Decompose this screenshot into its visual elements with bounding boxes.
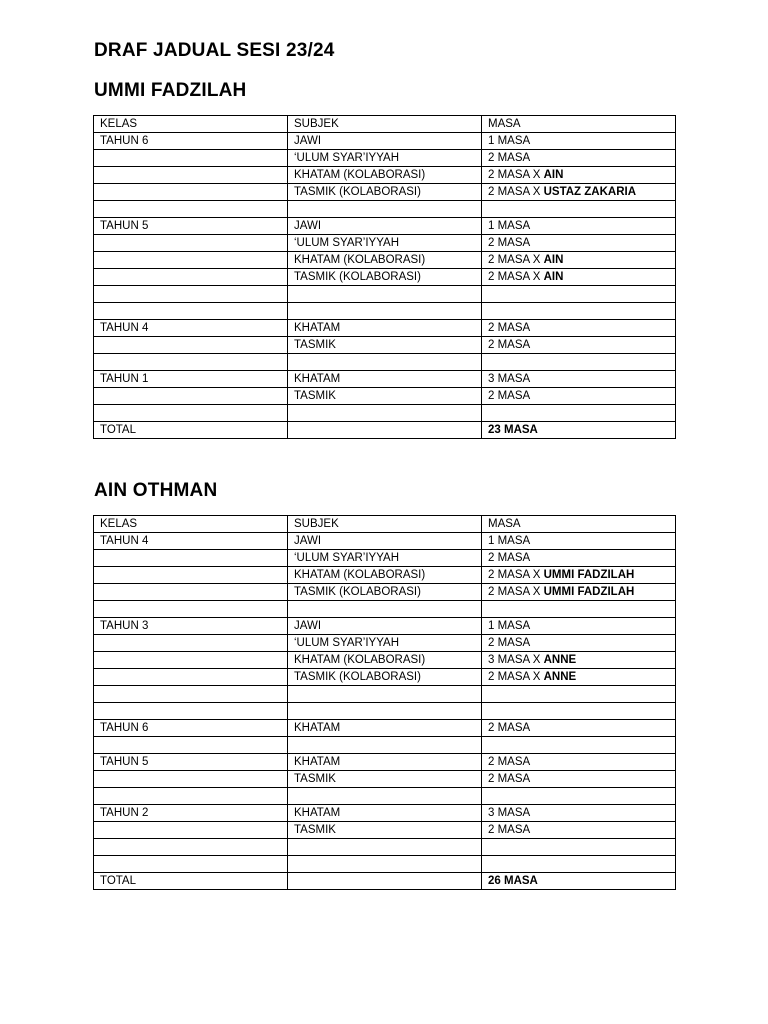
table-row bbox=[94, 303, 676, 320]
cell-subjek: TASMIK bbox=[288, 771, 482, 788]
cell-masa bbox=[482, 184, 676, 201]
cell-masa bbox=[482, 252, 676, 269]
cell-kelas: TAHUN 1 bbox=[94, 371, 288, 388]
table-row bbox=[94, 550, 676, 567]
table-row bbox=[94, 269, 676, 286]
table-row bbox=[94, 218, 676, 235]
cell-subjek: KHATAM bbox=[288, 320, 482, 337]
cell-subjek: TASMIK bbox=[288, 822, 482, 839]
header-subjek: SUBJEK bbox=[288, 116, 482, 133]
table-row bbox=[94, 737, 676, 754]
cell-masa bbox=[482, 669, 676, 686]
table-row bbox=[94, 788, 676, 805]
cell-subjek: KHATAM bbox=[288, 720, 482, 737]
cell-masa bbox=[482, 388, 676, 405]
table-row bbox=[94, 669, 676, 686]
masa-count: 1 MASA bbox=[488, 620, 531, 632]
cell-masa bbox=[482, 371, 676, 388]
cell-masa bbox=[482, 167, 676, 184]
total-value: 23 MASA bbox=[482, 422, 676, 439]
cell-kelas bbox=[94, 354, 288, 371]
cell-kelas bbox=[94, 652, 288, 669]
cell-subjek bbox=[288, 303, 482, 320]
cell-kelas bbox=[94, 856, 288, 873]
table-total-row bbox=[94, 873, 676, 890]
masa-count: 2 MASA bbox=[488, 552, 531, 564]
table-row bbox=[94, 371, 676, 388]
page-title: DRAF JADUAL SESI 23/24 bbox=[94, 40, 335, 61]
cell-masa bbox=[482, 737, 676, 754]
table-row bbox=[94, 286, 676, 303]
masa-count: 2 MASA X bbox=[488, 254, 544, 266]
cell-kelas: TAHUN 6 bbox=[94, 133, 288, 150]
cell-subjek bbox=[288, 405, 482, 422]
cell-kelas: TAHUN 2 bbox=[94, 805, 288, 822]
header-masa: MASA bbox=[482, 516, 676, 533]
header-kelas: KELAS bbox=[94, 516, 288, 533]
cell-masa bbox=[482, 550, 676, 567]
masa-count: 3 MASA bbox=[488, 373, 531, 385]
total-empty bbox=[288, 873, 482, 890]
masa-partner: AIN bbox=[543, 169, 564, 181]
table-row bbox=[94, 235, 676, 252]
table-row bbox=[94, 320, 676, 337]
cell-subjek bbox=[288, 839, 482, 856]
cell-subjek bbox=[288, 286, 482, 303]
table-row bbox=[94, 150, 676, 167]
cell-kelas: TAHUN 5 bbox=[94, 218, 288, 235]
cell-kelas: TAHUN 6 bbox=[94, 720, 288, 737]
cell-kelas bbox=[94, 286, 288, 303]
cell-kelas bbox=[94, 337, 288, 354]
cell-masa bbox=[482, 839, 676, 856]
table-header-row bbox=[94, 516, 676, 533]
cell-masa bbox=[482, 754, 676, 771]
cell-subjek: ‘ULUM SYAR’IYYAH bbox=[288, 150, 482, 167]
table-row bbox=[94, 252, 676, 269]
cell-kelas bbox=[94, 686, 288, 703]
cell-masa bbox=[482, 405, 676, 422]
cell-subjek: TASMIK (KOLABORASI) bbox=[288, 269, 482, 286]
cell-kelas bbox=[94, 771, 288, 788]
masa-count: 1 MASA bbox=[488, 535, 531, 547]
cell-masa bbox=[482, 788, 676, 805]
cell-subjek: KHATAM bbox=[288, 754, 482, 771]
cell-masa bbox=[482, 354, 676, 371]
masa-partner: USTAZ ZAKARIA bbox=[543, 186, 637, 198]
cell-masa bbox=[482, 320, 676, 337]
cell-subjek: KHATAM bbox=[288, 805, 482, 822]
cell-kelas bbox=[94, 388, 288, 405]
table-row bbox=[94, 533, 676, 550]
cell-subjek: TASMIK (KOLABORASI) bbox=[288, 669, 482, 686]
cell-masa bbox=[482, 218, 676, 235]
cell-kelas bbox=[94, 669, 288, 686]
cell-kelas bbox=[94, 703, 288, 720]
table-row bbox=[94, 354, 676, 371]
masa-count: 2 MASA bbox=[488, 339, 531, 351]
masa-partner: UMMI FADZILAH bbox=[543, 586, 635, 598]
table-row bbox=[94, 388, 676, 405]
total-empty bbox=[288, 422, 482, 439]
cell-kelas bbox=[94, 788, 288, 805]
cell-subjek: ‘ULUM SYAR’IYYAH bbox=[288, 550, 482, 567]
cell-subjek: KHATAM (KOLABORASI) bbox=[288, 167, 482, 184]
cell-masa bbox=[482, 533, 676, 550]
cell-kelas bbox=[94, 269, 288, 286]
section-title-ain-othman: AIN OTHMAN bbox=[94, 480, 218, 501]
masa-count: 2 MASA X bbox=[488, 169, 544, 181]
cell-masa bbox=[482, 822, 676, 839]
cell-subjek: JAWI bbox=[288, 533, 482, 550]
table-row bbox=[94, 720, 676, 737]
table-row bbox=[94, 618, 676, 635]
table-row bbox=[94, 703, 676, 720]
cell-masa bbox=[482, 567, 676, 584]
masa-count: 2 MASA bbox=[488, 237, 531, 249]
cell-subjek bbox=[288, 788, 482, 805]
cell-masa bbox=[482, 618, 676, 635]
masa-partner: ANNE bbox=[543, 671, 577, 683]
cell-masa bbox=[482, 805, 676, 822]
total-label: TOTAL bbox=[94, 873, 288, 890]
header-subjek: SUBJEK bbox=[288, 516, 482, 533]
table-row bbox=[94, 805, 676, 822]
masa-count: 2 MASA X bbox=[488, 569, 544, 581]
cell-masa bbox=[482, 269, 676, 286]
total-value: 26 MASA bbox=[482, 873, 676, 890]
masa-count: 3 MASA X bbox=[488, 654, 544, 666]
cell-kelas: TAHUN 4 bbox=[94, 320, 288, 337]
masa-count: 2 MASA bbox=[488, 152, 531, 164]
table-row bbox=[94, 601, 676, 618]
cell-kelas bbox=[94, 184, 288, 201]
cell-kelas bbox=[94, 584, 288, 601]
cell-masa bbox=[482, 703, 676, 720]
cell-subjek: JAWI bbox=[288, 618, 482, 635]
table-header-row bbox=[94, 116, 676, 133]
cell-kelas bbox=[94, 167, 288, 184]
cell-masa bbox=[482, 856, 676, 873]
cell-masa bbox=[482, 150, 676, 167]
cell-subjek bbox=[288, 354, 482, 371]
masa-count: 2 MASA bbox=[488, 773, 531, 785]
cell-subjek: KHATAM (KOLABORASI) bbox=[288, 567, 482, 584]
cell-kelas bbox=[94, 150, 288, 167]
masa-partner: ANNE bbox=[543, 654, 577, 666]
cell-subjek: TASMIK (KOLABORASI) bbox=[288, 584, 482, 601]
masa-count: 2 MASA X bbox=[488, 586, 544, 598]
cell-masa bbox=[482, 771, 676, 788]
schedule-table-ain-othman bbox=[93, 515, 676, 890]
table-row bbox=[94, 635, 676, 652]
cell-masa bbox=[482, 286, 676, 303]
table-row bbox=[94, 686, 676, 703]
masa-partner: AIN bbox=[543, 254, 564, 266]
cell-kelas bbox=[94, 635, 288, 652]
cell-kelas bbox=[94, 252, 288, 269]
table-row bbox=[94, 167, 676, 184]
cell-kelas bbox=[94, 822, 288, 839]
cell-masa bbox=[482, 201, 676, 218]
schedule-table-ummi-fadzilah bbox=[93, 115, 676, 439]
masa-count: 2 MASA X bbox=[488, 271, 544, 283]
table-row bbox=[94, 771, 676, 788]
cell-masa bbox=[482, 635, 676, 652]
table-row bbox=[94, 133, 676, 150]
table-row bbox=[94, 405, 676, 422]
section-title-ummi-fadzilah: UMMI FADZILAH bbox=[94, 80, 247, 101]
masa-count: 1 MASA bbox=[488, 135, 531, 147]
cell-subjek bbox=[288, 703, 482, 720]
cell-kelas bbox=[94, 303, 288, 320]
masa-partner: AIN bbox=[543, 271, 564, 283]
cell-kelas bbox=[94, 601, 288, 618]
cell-kelas: TAHUN 4 bbox=[94, 533, 288, 550]
masa-count: 2 MASA bbox=[488, 756, 531, 768]
cell-masa bbox=[482, 303, 676, 320]
cell-subjek bbox=[288, 856, 482, 873]
masa-count: 2 MASA bbox=[488, 722, 531, 734]
cell-kelas bbox=[94, 405, 288, 422]
cell-masa bbox=[482, 584, 676, 601]
table-total-row bbox=[94, 422, 676, 439]
table-row bbox=[94, 584, 676, 601]
cell-kelas bbox=[94, 550, 288, 567]
table-row bbox=[94, 856, 676, 873]
cell-subjek: TASMIK (KOLABORASI) bbox=[288, 184, 482, 201]
cell-kelas bbox=[94, 737, 288, 754]
cell-masa bbox=[482, 337, 676, 354]
cell-subjek: ‘ULUM SYAR’IYYAH bbox=[288, 635, 482, 652]
cell-masa bbox=[482, 601, 676, 618]
cell-masa bbox=[482, 133, 676, 150]
cell-masa bbox=[482, 686, 676, 703]
masa-count: 2 MASA X bbox=[488, 671, 544, 683]
cell-kelas bbox=[94, 201, 288, 218]
cell-subjek: JAWI bbox=[288, 133, 482, 150]
cell-kelas: TAHUN 5 bbox=[94, 754, 288, 771]
cell-masa bbox=[482, 720, 676, 737]
table-row bbox=[94, 754, 676, 771]
cell-kelas: TAHUN 3 bbox=[94, 618, 288, 635]
table-row bbox=[94, 184, 676, 201]
masa-count: 2 MASA X bbox=[488, 186, 544, 198]
masa-count: 2 MASA bbox=[488, 390, 531, 402]
cell-subjek: ‘ULUM SYAR’IYYAH bbox=[288, 235, 482, 252]
masa-count: 2 MASA bbox=[488, 637, 531, 649]
cell-subjek bbox=[288, 737, 482, 754]
table-row bbox=[94, 337, 676, 354]
table-row bbox=[94, 839, 676, 856]
table-row bbox=[94, 567, 676, 584]
cell-subjek bbox=[288, 601, 482, 618]
masa-count: 2 MASA bbox=[488, 322, 531, 334]
cell-masa bbox=[482, 235, 676, 252]
cell-subjek: KHATAM (KOLABORASI) bbox=[288, 252, 482, 269]
cell-kelas bbox=[94, 839, 288, 856]
cell-subjek: TASMIK bbox=[288, 337, 482, 354]
table-row bbox=[94, 822, 676, 839]
cell-subjek bbox=[288, 686, 482, 703]
masa-count: 2 MASA bbox=[488, 824, 531, 836]
table-row bbox=[94, 652, 676, 669]
masa-partner: UMMI FADZILAH bbox=[543, 569, 635, 581]
cell-kelas bbox=[94, 235, 288, 252]
cell-subjek: KHATAM (KOLABORASI) bbox=[288, 652, 482, 669]
total-label: TOTAL bbox=[94, 422, 288, 439]
cell-subjek: JAWI bbox=[288, 218, 482, 235]
table-row bbox=[94, 201, 676, 218]
cell-subjek: KHATAM bbox=[288, 371, 482, 388]
masa-count: 3 MASA bbox=[488, 807, 531, 819]
header-masa: MASA bbox=[482, 116, 676, 133]
cell-masa bbox=[482, 652, 676, 669]
cell-subjek bbox=[288, 201, 482, 218]
cell-kelas bbox=[94, 567, 288, 584]
masa-count: 1 MASA bbox=[488, 220, 531, 232]
cell-subjek: TASMIK bbox=[288, 388, 482, 405]
header-kelas: KELAS bbox=[94, 116, 288, 133]
